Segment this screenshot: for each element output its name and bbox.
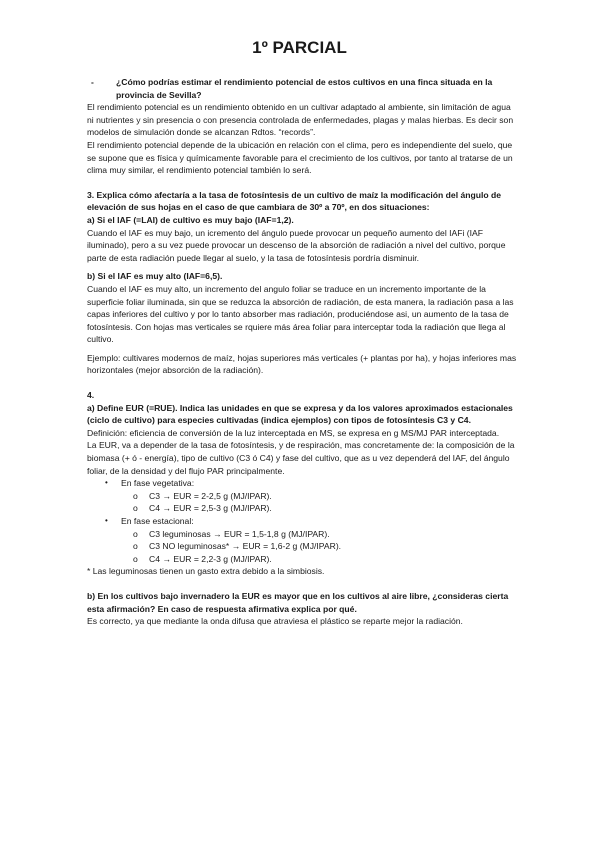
question-4: 4. [87, 390, 95, 401]
answer-paragraph-2: El rendimiento potencial depende de la ubicación en relación con el clima, pero es independiente del suelo, que se supone que es física y químicamente favorable para el crecimiento de los cultivos, por tanto al tratarse de un clima muy similar, el rendimiento potencial también lo será. [87, 139, 513, 176]
question-3: 3. Explica cómo afectaría a la tasa de fotosíntesis de un cultivo de maíz la modificación del ángulo de elevación de sus hojas en el caso de que cambiara de 30º a 70º, en dos situaciones: [87, 189, 502, 213]
footnote: * Las leguminosas tienen un gasto extra debido a la simbiosis. [87, 566, 325, 577]
document-body [87, 76, 517, 628]
answer-4b: Es correcto, ya que mediante la onda difusa que atraviesa el plástico se reparte mejor la radiación. [87, 616, 463, 627]
list-item-seasonal [87, 515, 517, 528]
sub-list-item [87, 528, 517, 541]
sub-bullet-marker: o [133, 490, 138, 501]
sub-list-item [87, 540, 517, 553]
definition-paragraph: Definición: eficiencia de conversión de la luz interceptada en MS, se expresa en g MS/MJ PAR interceptada. [87, 427, 500, 438]
question-4a: a) Define EUR (=RUE). Indica las unidades en que se expresa y da los valores aproximados estacionales (ciclo de cultivo) para especies cultivadas (indica ejemplos) con tipos de fotosíntesis C3 y C4. [87, 402, 513, 426]
seasonal-label: En fase estacional: [121, 516, 194, 526]
answer-3a: Cuando el IAF es muy bajo, un icremento del ángulo puede provocar un pequeño aumento del IAFi (IAF iluminado), pero a su vez puede provocar un descenso de la absorción de radiación a nivel del cultivo, porque parte de esta radiación puede llegar al suelo, y la tasa de fotosíntesis pordría disminuir. [87, 227, 506, 263]
vegetative-label: En fase vegetativa: [121, 478, 195, 489]
question-3a: a) Si el IAF (=LAI) de cultivo es muy bajo (IAF=1,2). [87, 214, 294, 225]
list-item-vegetative [87, 477, 517, 490]
vegetative-c4: C4 → EUR = 2,5-3 g (MJ/IPAR). [149, 503, 272, 514]
vegetative-c3: C3 → EUR = 2-2,5 g (MJ/IPAR). [149, 490, 272, 501]
bullet-marker: • [105, 516, 108, 525]
sub-bullet-marker: o [133, 528, 138, 539]
seasonal-c4: C4 → EUR = 2,2-3 g (MJ/IPAR). [149, 553, 272, 564]
example-paragraph: Ejemplo: cultivares modernos de maíz, hojas superiores más verticales (+ plantas por ha), y hojas inferiores mas horizontales (mejor absorción de la radiación). [87, 352, 517, 376]
sub-list-item [87, 490, 517, 503]
eur-dependence-paragraph: La EUR, va a depender de la tasa de fotosíntesis, y de respiración, mas concretamente de: la composición de la biomasa (+ ó - energía), tipo de cultivo (C3 ó C4) y fase del cultivo, que as u vez dependerá del IAF, del ángulo foliar, de la densidad y del flujo PAR principalmente. [87, 440, 515, 476]
answer-paragraph-1: El rendimiento potencial es un rendimiento obtenido en un cultivar adaptado al ambiente, sin limitación de agua ni nutrientes y sin presencia o con presencia controlada de enfermedades, plagas y malas hierbas. Es decir son modelos de simulación donde se alcanzan Rdtos. “records”. [87, 102, 514, 138]
dash-marker: - [91, 77, 94, 87]
sub-bullet-marker: o [133, 503, 138, 514]
sub-list-item [87, 553, 517, 566]
question-3b: b) Si el IAF es muy alto (IAF=6,5). [87, 271, 223, 282]
sub-list-item [87, 502, 517, 515]
answer-3b: Cuando el IAF es muy alto, un incremento del angulo foliar se traduce en un incremento importante de la superficie foliar iluminada, sin que se reduzca la absorción de radiación, de esta manera, la radiación pasa a las capas inferiores del cultivo y por lo tanto absorber mas radiación, produciéndose asi, un aumento de la tasa de fotosíntesis. Con hojas mas verticales se rquiere más área foliar para interceptar toda la radiación que llega al cultivo. [87, 283, 514, 345]
sub-bullet-marker: o [133, 541, 138, 552]
question-sevilla-text: ¿Cómo podrías estimar el rendimiento potencial de estos cultivos en una finca situada en la provincia de Sevilla? [116, 77, 493, 100]
question-sevilla [87, 76, 517, 101]
sub-bullet-marker: o [133, 553, 138, 564]
seasonal-c3-legumes: C3 leguminosas → EUR = 1,5-1,8 g (MJ/IPAR). [149, 528, 330, 539]
seasonal-c3-non-legumes: C3 NO leguminosas* → EUR = 1,6-2 g (MJ/IPAR). [149, 541, 342, 552]
page-title: 1º PARCIAL [252, 38, 347, 57]
bullet-marker: • [105, 478, 108, 488]
question-4b: b) En los cultivos bajo invernadero la EUR es mayor que en los cultivos al aire libre, ¿consideras cierta esta afirmación? En caso de respuesta afirmativa explica por qué. [87, 590, 509, 614]
